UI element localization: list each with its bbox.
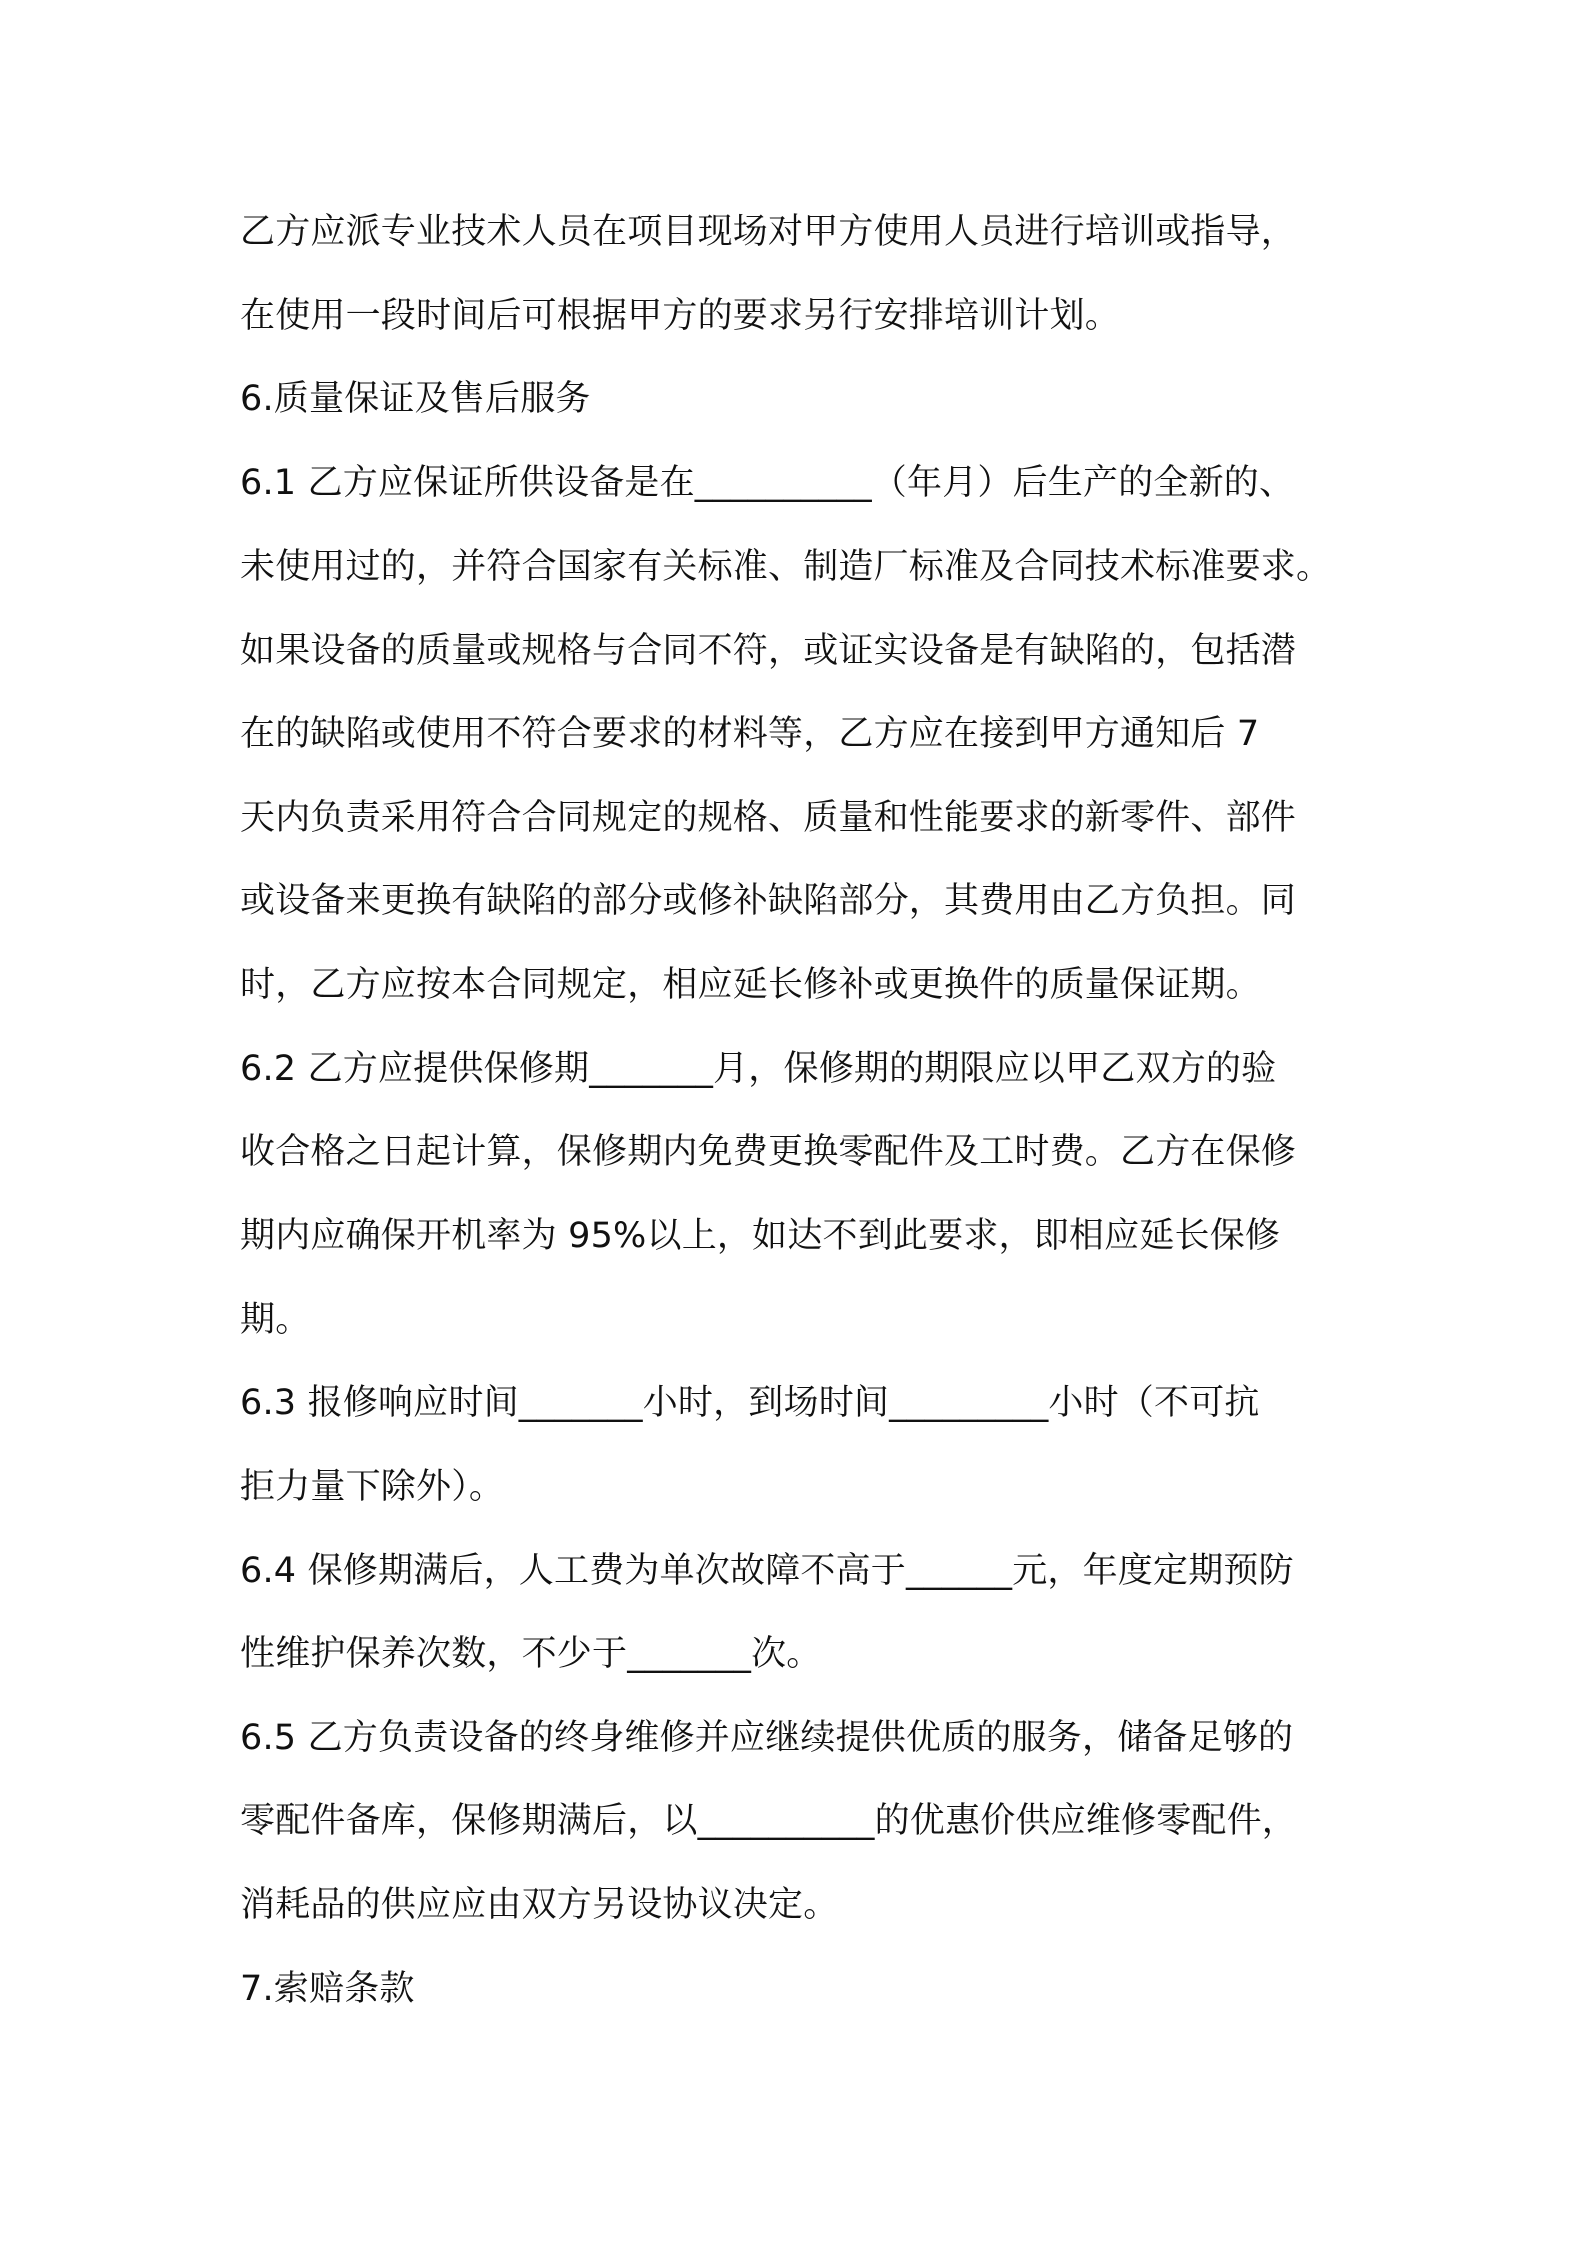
clause-line: 6.4 保修期满后，人工费为单次故障不高于______元，年度定期预防 [240, 1551, 1294, 1591]
paragraph-line: 性维护保养次数，不少于_______次。 [240, 1634, 822, 1674]
paragraph-line: 未使用过的，并符合国家有关标准、制造厂标准及合同技术标准要求。 [240, 547, 1332, 587]
paragraph-line: 时，乙方应按本合同规定，相应延长修补或更换件的质量保证期。 [240, 965, 1261, 1005]
paragraph-line: 期。 [240, 1300, 311, 1340]
paragraph-line: 拒力量下除外）。 [240, 1467, 505, 1507]
paragraph-line: 天内负责采用符合合同规定的规格、质量和性能要求的新零件、部件 [240, 798, 1297, 838]
paragraph-line: 在使用一段时间后可根据甲方的要求另行安排培训计划。 [240, 296, 1121, 336]
paragraph-line: 乙方应派专业技术人员在项目现场对甲方使用人员进行培训或指导， [240, 212, 1297, 252]
paragraph-line: 消耗品的供应应由双方另设协议决定。 [240, 1885, 839, 1925]
paragraph-line: 如果设备的质量或规格与合同不符，或证实设备是有缺陷的，包括潜 [240, 631, 1297, 671]
clause-line: 6.1 乙方应保证所供设备是在__________（年月）后生产的全新的、 [240, 463, 1295, 503]
paragraph-line: 期内应确保开机率为 95%以上，如达不到此要求，即相应延长保修 [240, 1216, 1281, 1256]
clause-line: 6.2 乙方应提供保修期_______月，保修期的期限应以甲乙双方的验 [240, 1049, 1277, 1089]
section-heading: 6.质量保证及售后服务 [240, 379, 591, 419]
paragraph-line: 零配件备库，保修期满后，以__________的优惠价供应维修零配件， [240, 1801, 1298, 1841]
paragraph-line: 或设备来更换有缺陷的部分或修补缺陷部分，其费用由乙方负担。同 [240, 881, 1297, 921]
paragraph-line: 在的缺陷或使用不符合要求的材料等，乙方应在接到甲方通知后 7 [240, 714, 1260, 754]
clause-line: 6.5 乙方负责设备的终身维修并应继续提供优质的服务，储备足够的 [240, 1718, 1294, 1758]
section-heading: 7.索赔条款 [240, 1969, 415, 2009]
paragraph-line: 收合格之日起计算，保修期内免费更换零配件及工时费。乙方在保修 [240, 1132, 1297, 1172]
clause-line: 6.3 报修响应时间_______小时，到场时间_________小时（不可抗 [240, 1383, 1260, 1423]
